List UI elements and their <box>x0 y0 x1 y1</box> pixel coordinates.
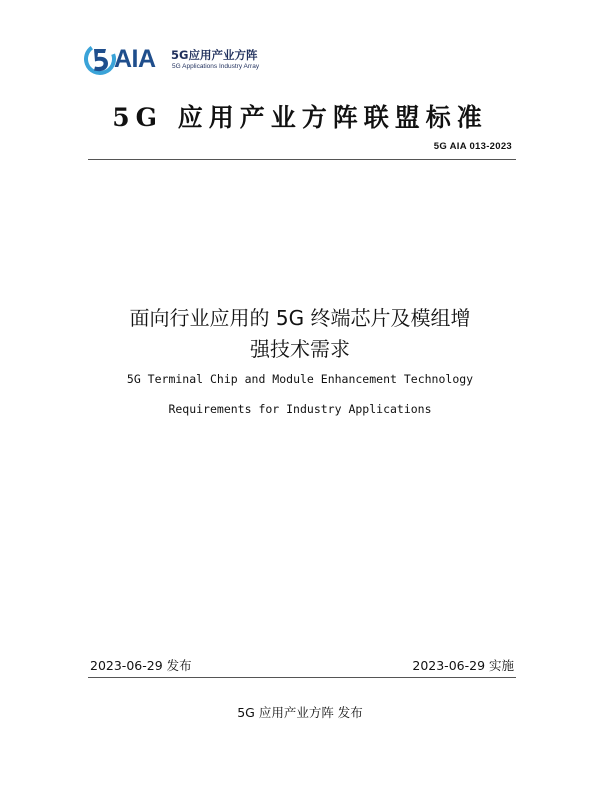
footer-divider <box>88 677 516 678</box>
publisher: 5G 应用产业方阵 发布 <box>237 705 363 720</box>
logo-chinese-name: 5G应用产业方阵 <box>171 48 258 62</box>
header-divider <box>88 159 516 160</box>
logo-english-name: 5G Applications Industry Array <box>172 63 260 70</box>
english-title-line-1: 5G Terminal Chip and Module Enhancement Technology <box>126 372 474 386</box>
document-title-line-2: 强技术需求 <box>250 337 350 361</box>
issue-date: 2023-06-29 发布 <box>90 658 192 673</box>
logo <box>84 40 284 80</box>
standard-title: 5G 应用产业方阵联盟标准 <box>112 103 488 132</box>
document-title-line-1: 面向行业应用的 5G 终端芯片及模组增 <box>129 306 471 330</box>
document-title <box>60 303 540 365</box>
standard-code: 5G AIA 013-2023 <box>433 141 512 152</box>
english-title-line-2: Requirements for Industry Applications <box>168 402 432 416</box>
implementation-date: 2023-06-29 实施 <box>412 658 514 673</box>
5g-swirl-logo-icon <box>84 40 118 76</box>
logo-abbrev: AIA <box>114 45 156 73</box>
